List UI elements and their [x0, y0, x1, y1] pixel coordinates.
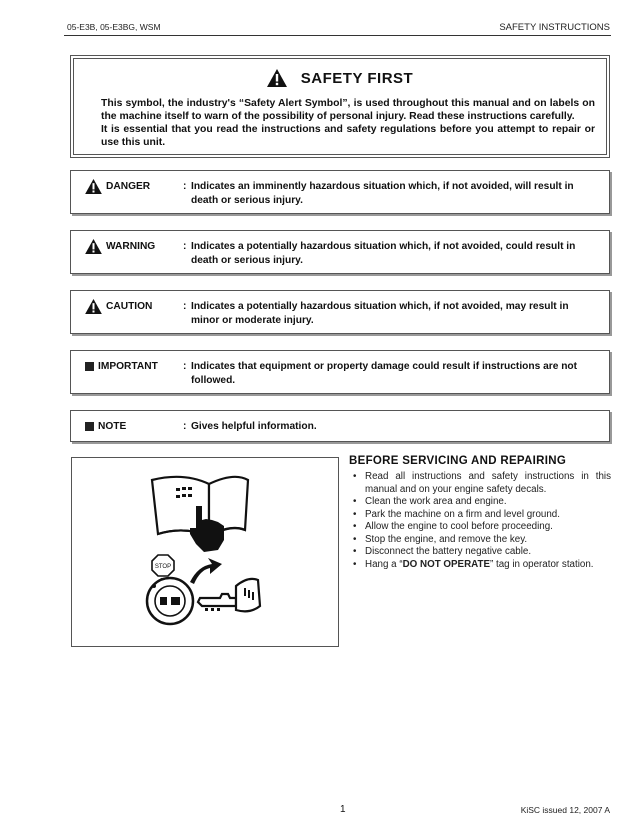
- header-left: 05-E3B, 05-E3BG, WSM: [67, 22, 161, 32]
- before-servicing-section: [349, 455, 611, 571]
- safety-first-heading: [85, 68, 595, 88]
- manual-key-illustration: [72, 458, 338, 646]
- alert-triangle-icon: [267, 69, 287, 87]
- alert-triangle-icon: [85, 179, 102, 194]
- note-definition: : Gives helpful information.: [183, 421, 317, 432]
- header-rule: [64, 35, 611, 36]
- important-definition: : Indicates that equipment or property damage could result if instructions are not followed.: [183, 361, 578, 386]
- before-servicing-list: [349, 471, 611, 571]
- note-label: NOTE: [98, 421, 127, 432]
- list-item: • Clean the work area and engine.: [349, 496, 611, 509]
- safety-first-title: SAFETY FIRST: [300, 69, 414, 87]
- list-item: • Disconnect the battery negative cable.: [349, 546, 611, 559]
- safety-first-text: [85, 97, 595, 149]
- list-item: • Park the machine on a firm and level ground.: [349, 509, 611, 522]
- list-item: • Stop the engine, and remove the key.: [349, 534, 611, 547]
- do-not-operate-text: DO NOT OPERATE: [402, 558, 491, 570]
- list-item: • Read all instructions and safety instructions in this manual and on your engine safety decals.: [349, 471, 611, 496]
- header-right: SAFETY INSTRUCTIONS: [499, 22, 610, 33]
- danger-label: DANGER: [106, 181, 151, 192]
- key-icon: [198, 579, 260, 611]
- list-item: • Allow the engine to cool before proceeding.: [349, 521, 611, 534]
- safety-first-para2: It is essential that you read the instructions and safety regulations before you attempt to repair or use this unit.: [101, 124, 595, 148]
- ignition-switch-icon: [147, 578, 193, 624]
- before-servicing-title: BEFORE SERVICING AND REPAIRING: [349, 455, 567, 467]
- svg-text:STOP: STOP: [154, 564, 172, 570]
- list-item: • Hang a “DO NOT OPERATE” tag in operator station.: [349, 559, 611, 572]
- turn-arrow-icon: [190, 558, 222, 584]
- alert-triangle-icon: [85, 299, 102, 314]
- caution-label: CAUTION: [106, 301, 153, 312]
- warning-box: [70, 230, 610, 274]
- important-box: [70, 350, 610, 394]
- black-square-icon: [85, 422, 94, 431]
- servicing-illustration: [71, 457, 339, 647]
- caution-definition: : Indicates a potentially hazardous situation which, if not avoided, may result in minor or moderate injury.: [183, 301, 569, 326]
- important-label: IMPORTANT: [98, 361, 158, 372]
- danger-box: [70, 170, 610, 214]
- black-square-icon: [85, 362, 94, 371]
- warning-label: WARNING: [106, 241, 156, 252]
- issue-info: KiSC issued 12, 2007 A: [520, 805, 610, 815]
- alert-triangle-icon: [85, 239, 102, 254]
- note-box: [70, 410, 610, 442]
- warning-definition: : Indicates a potentially hazardous situation which, if not avoided, could result in death or serious injury.: [183, 241, 576, 266]
- danger-definition: : Indicates an imminently hazardous situation which, if not avoided, will result in death or serious injury.: [183, 181, 574, 206]
- caution-box: [70, 290, 610, 334]
- safety-first-box: [70, 55, 610, 158]
- page-number: 1: [340, 804, 346, 815]
- safety-first-para1: This symbol, the industry's “Safety Alert Symbol”, is used throughout this manual and on labels on the machine itself to warn of the possibility of personal injury. Read these instructions carefully.: [101, 98, 595, 122]
